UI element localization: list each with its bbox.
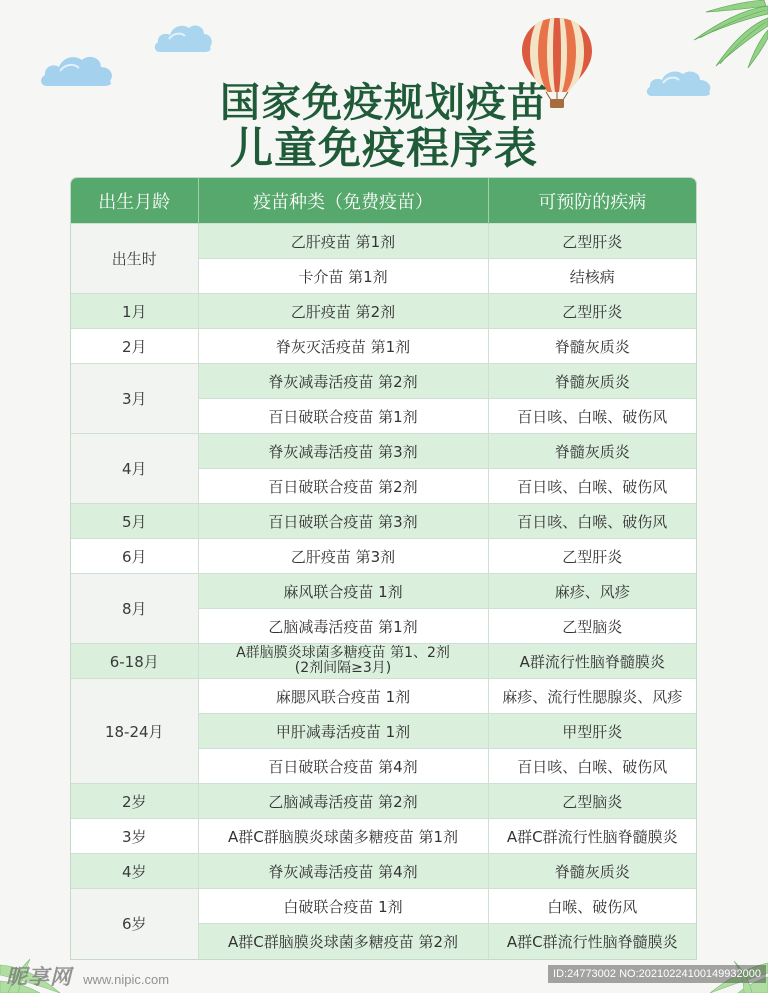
age-cell: 3岁 bbox=[71, 819, 198, 854]
age-cell: 4月 bbox=[71, 434, 198, 504]
table-row bbox=[71, 434, 696, 469]
page-title bbox=[0, 80, 768, 172]
header-vaccine: 疫苗种类（免费疫苗） bbox=[198, 178, 488, 224]
table-row bbox=[71, 889, 696, 924]
table-row bbox=[71, 819, 696, 854]
table-row bbox=[71, 504, 696, 539]
watermark-logo bbox=[6, 961, 169, 991]
vaccine-cell: 脊灰减毒活疫苗 第2剂 bbox=[198, 364, 488, 399]
vaccine-cell: 百日破联合疫苗 第1剂 bbox=[198, 399, 488, 434]
vaccine-cell: 脊灰减毒活疫苗 第4剂 bbox=[198, 854, 488, 889]
vaccine-cell: 百日破联合疫苗 第4剂 bbox=[198, 749, 488, 784]
age-cell: 2岁 bbox=[71, 784, 198, 819]
age-cell: 6-18月 bbox=[71, 644, 198, 679]
disease-cell: 百日咳、白喉、破伤风 bbox=[488, 504, 696, 539]
table-row bbox=[71, 679, 696, 714]
table-header-row bbox=[71, 178, 696, 224]
vaccine-cell: 脊灰灭活疫苗 第1剂 bbox=[198, 329, 488, 364]
table-body bbox=[71, 224, 696, 959]
header-disease: 可预防的疾病 bbox=[488, 178, 696, 224]
vaccine-cell: 麻风联合疫苗 1剂 bbox=[198, 574, 488, 609]
watermark-brand: 昵享网 bbox=[6, 965, 72, 989]
vaccine-cell: 乙脑减毒活疫苗 第2剂 bbox=[198, 784, 488, 819]
vaccine-cell: 白破联合疫苗 1剂 bbox=[198, 889, 488, 924]
title-line-2: 儿童免疫程序表 bbox=[230, 124, 538, 174]
disease-cell: A群C群流行性脑脊髓膜炎 bbox=[488, 924, 696, 959]
disease-cell: A群流行性脑脊髓膜炎 bbox=[488, 644, 696, 679]
table-row bbox=[71, 329, 696, 364]
disease-cell: 乙型脑炎 bbox=[488, 784, 696, 819]
age-cell: 3月 bbox=[71, 364, 198, 434]
vaccine-cell: 乙肝疫苗 第2剂 bbox=[198, 294, 488, 329]
vaccine-cell: 百日破联合疫苗 第3剂 bbox=[198, 504, 488, 539]
vaccine-cell bbox=[198, 644, 488, 679]
vaccine-cell: 百日破联合疫苗 第2剂 bbox=[198, 469, 488, 504]
watermark-url: www.nipic.com bbox=[83, 972, 170, 987]
table-row bbox=[71, 224, 696, 259]
vaccine-cell: 卡介苗 第1剂 bbox=[198, 259, 488, 294]
age-cell: 1月 bbox=[71, 294, 198, 329]
cloud-icon bbox=[152, 20, 214, 54]
age-cell: 6岁 bbox=[71, 889, 198, 959]
age-cell: 出生时 bbox=[71, 224, 198, 294]
palm-leaves-icon bbox=[686, 0, 768, 68]
table-row bbox=[71, 294, 696, 329]
age-cell: 6月 bbox=[71, 539, 198, 574]
vaccine-name: A群脑膜炎球菌多糖疫苗 第1、2剂 bbox=[236, 645, 450, 661]
vaccine-cell: 乙肝疫苗 第3剂 bbox=[198, 539, 488, 574]
disease-cell: 乙型脑炎 bbox=[488, 609, 696, 644]
disease-cell: 乙型肝炎 bbox=[488, 539, 696, 574]
age-cell: 18-24月 bbox=[71, 679, 198, 784]
disease-cell: 百日咳、白喉、破伤风 bbox=[488, 399, 696, 434]
header-age: 出生月龄 bbox=[71, 178, 198, 224]
table-row bbox=[71, 364, 696, 399]
disease-cell: 百日咳、白喉、破伤风 bbox=[488, 749, 696, 784]
vaccine-note: (2剂间隔≥3月) bbox=[294, 660, 392, 676]
disease-cell: A群C群流行性脑脊髓膜炎 bbox=[488, 819, 696, 854]
age-cell: 8月 bbox=[71, 574, 198, 644]
table-row bbox=[71, 644, 696, 679]
table-row bbox=[71, 784, 696, 819]
vaccine-cell: 乙肝疫苗 第1剂 bbox=[198, 224, 488, 259]
vaccine-cell: 脊灰减毒活疫苗 第3剂 bbox=[198, 434, 488, 469]
vaccine-cell: 乙脑减毒活疫苗 第1剂 bbox=[198, 609, 488, 644]
disease-cell: 脊髓灰质炎 bbox=[488, 364, 696, 399]
table-row bbox=[71, 539, 696, 574]
vaccine-cell: A群C群脑膜炎球菌多糖疫苗 第2剂 bbox=[198, 924, 488, 959]
age-cell: 5月 bbox=[71, 504, 198, 539]
vaccine-cell: 麻腮风联合疫苗 1剂 bbox=[198, 679, 488, 714]
disease-cell: 脊髓灰质炎 bbox=[488, 854, 696, 889]
disease-cell: 麻疹、风疹 bbox=[488, 574, 696, 609]
disease-cell: 麻疹、流行性腮腺炎、风疹 bbox=[488, 679, 696, 714]
disease-cell: 乙型肝炎 bbox=[488, 294, 696, 329]
disease-cell: 白喉、破伤风 bbox=[488, 889, 696, 924]
disease-cell: 乙型肝炎 bbox=[488, 224, 696, 259]
table-row bbox=[71, 574, 696, 609]
disease-cell: 百日咳、白喉、破伤风 bbox=[488, 469, 696, 504]
table-row bbox=[71, 854, 696, 889]
age-cell: 4岁 bbox=[71, 854, 198, 889]
vaccine-cell: A群C群脑膜炎球菌多糖疫苗 第1剂 bbox=[198, 819, 488, 854]
disease-cell: 甲型肝炎 bbox=[488, 714, 696, 749]
title-line-1: 国家免疫规划疫苗 bbox=[220, 80, 548, 126]
disease-cell: 脊髓灰质炎 bbox=[488, 329, 696, 364]
watermark-id: ID:24773002 NO:20210224100149932000 bbox=[548, 965, 766, 983]
vaccine-cell: 甲肝减毒活疫苗 1剂 bbox=[198, 714, 488, 749]
disease-cell: 结核病 bbox=[488, 259, 696, 294]
immunization-schedule-table bbox=[70, 177, 697, 960]
disease-cell: 脊髓灰质炎 bbox=[488, 434, 696, 469]
age-cell: 2月 bbox=[71, 329, 198, 364]
